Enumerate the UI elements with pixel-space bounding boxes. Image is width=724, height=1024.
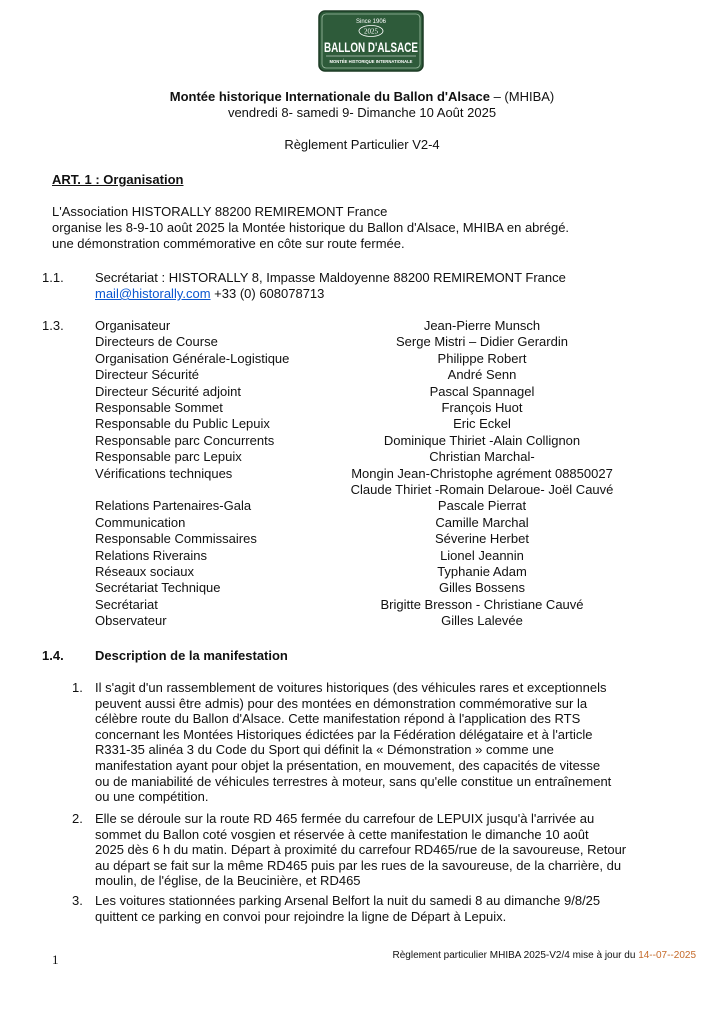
ballon-dalsace-logo: [318, 10, 424, 72]
list-item: Elle se déroule sur la route RD 465 fermée du carrefour de LEPUIX jusqu'à l'arrivée au sommet du Ballon coté vosgien et réservée à cette manifestation le dimanche 10 août 2025 dès 6 h du matin. Départ à proximité du carrefour RD465/rue de la savoureuse, Retour au départ se fait sur la même RD465 puis par les rues de la savoureuse, de la charrière, du moulin, de l'église, de la Beucinière, et RD465: [95, 811, 627, 889]
intro-line: organise les 8-9-10 août 2025 la Montée historique du Ballon d'Alsace, MHIBA en abrégé.: [52, 220, 570, 235]
section-number: 1.3.: [42, 318, 64, 333]
staff-name: Gilles Lalevée: [441, 613, 523, 629]
staff-name: Christian Marchal-: [429, 449, 535, 465]
intro-line: une démonstration commémorative en côte sur route fermée.: [52, 236, 405, 251]
document-title: Montée historique Internationale du Ballon d'Alsace – (MHIBA): [169, 89, 555, 104]
staff-role: Directeur Sécurité adjoint: [95, 383, 241, 399]
staff-role: Organisation Générale-Logistique: [95, 350, 290, 366]
section-number: 1.4.: [42, 648, 64, 663]
list-item-number: 1.: [72, 680, 83, 695]
staff-role: Relations Riverains: [95, 547, 207, 563]
staff-role: Organisateur: [95, 318, 171, 333]
staff-role: Secrétariat Technique: [95, 580, 221, 596]
staff-name: Dominique Thiriet -Alain Collignon: [383, 432, 581, 448]
staff-role: Responsable parc Lepuix: [95, 449, 242, 465]
staff-name: François Huot: [441, 400, 523, 415]
staff-name: Typhanie Adam: [437, 564, 527, 579]
footer-text: Règlement particulier MHIBA 2025-V2/4 mise à jour du 14--07--2025: [392, 950, 696, 961]
reglement-version: Règlement Particulier V2-4: [284, 137, 440, 152]
staff-role: Responsable du Public Lepuix: [95, 416, 270, 432]
staff-role: Relations Partenaires-Gala: [95, 498, 252, 514]
list-item: Les voitures stationnées parking Arsenal Belfort la nuit du samedi 8 au dimanche 9/8/25 quittent ce parking en convoi pour rejoindre la ligne de Départ à Lepuix.: [95, 893, 601, 924]
staff-role: Communication: [95, 514, 186, 530]
list-item-number: 3.: [72, 893, 83, 908]
staff-role: Responsable Commissaires: [95, 531, 257, 547]
phone-number: +33 (0) 608078713: [210, 286, 325, 301]
staff-role: Responsable Sommet: [95, 400, 223, 415]
staff-name: André Senn: [447, 367, 517, 383]
event-dates: vendredi 8- samedi 9- Dimanche 10 Août 2025: [227, 105, 497, 120]
staff-name: Camille Marchal: [435, 514, 529, 530]
staff-role: Secrétariat: [95, 596, 158, 612]
footer-date: 14--07--2025: [638, 950, 696, 961]
page-number: 1: [52, 952, 59, 967]
section-number: 1.1.: [42, 270, 64, 285]
staff-name: Brigitte Bresson - Christiane Cauvé: [380, 596, 584, 612]
contact-line: [95, 286, 324, 302]
list-item: Il s'agit d'un rassemblement de voitures historiques (des véhicules rares et exceptionnels peuvent aussi être admis) pour des montées en démonstration commémorative sur la célèbre route du Ballon d'Alsace. Cette manifestation répond à l'application des RTS concernant les Montées Historiques édictées par la Fédération délégataire et à l'article R331-35 alinéa 3 du Code du Sport qui définit la « Démonstration » comme une manifestation ayant pour objet la présentation, en mouvement, des capacités de vitesse ou de maniabilité de véhicules terrestres à moteur, sans qu'elle constitue un entraînement ou une compétition.: [95, 680, 612, 805]
staff-name: Philippe Robert: [437, 350, 527, 366]
intro-line: L'Association HISTORALLY 88200 REMIREMONT France: [52, 204, 388, 219]
staff-role: Observateur: [95, 613, 167, 629]
staff-name: Pascale Pierrat: [437, 498, 527, 514]
staff-role: Vérifications techniques: [95, 465, 233, 481]
staff-role: Responsable parc Concurrents: [95, 432, 275, 448]
logo-subtitle-text: MONTÉE HISTORIQUE INTERNATIONALE: [329, 59, 413, 64]
logo-since-text: Since 1906: [355, 19, 387, 25]
section-title: Description de la manifestation: [95, 648, 288, 663]
art1-heading: ART. 1 : Organisation: [52, 172, 184, 187]
staff-name: Eric Eckel: [453, 416, 511, 432]
list-item-number: 2.: [72, 811, 83, 826]
staff-name: Mongin Jean-Christophe agrément 08850027: [351, 465, 613, 481]
secretariat-address: Secrétariat : HISTORALLY 8, Impasse Maldoyenne 88200 REMIREMONT France: [95, 270, 566, 285]
logo-year-text: 2025: [364, 27, 378, 36]
staff-name: Claude Thiriet -Romain Delaroue- Joël Cauvé: [350, 482, 614, 497]
staff-role: Directeur Sécurité: [95, 367, 200, 383]
staff-name: Gilles Bossens: [439, 580, 525, 596]
staff-name: Lionel Jeannin: [440, 547, 524, 563]
logo-name-text: BALLON D'ALSACE: [324, 39, 418, 55]
staff-name: Serge Mistri – Didier Gerardin: [396, 334, 568, 350]
email-link[interactable]: mail@historally.com: [95, 286, 211, 301]
staff-name: Pascal Spannagel: [429, 383, 535, 399]
staff-name: Séverine Herbet: [435, 531, 529, 547]
staff-role: Directeurs de Course: [95, 334, 218, 350]
staff-name: Jean-Pierre Munsch: [423, 318, 541, 333]
staff-role: Réseaux sociaux: [95, 564, 194, 579]
